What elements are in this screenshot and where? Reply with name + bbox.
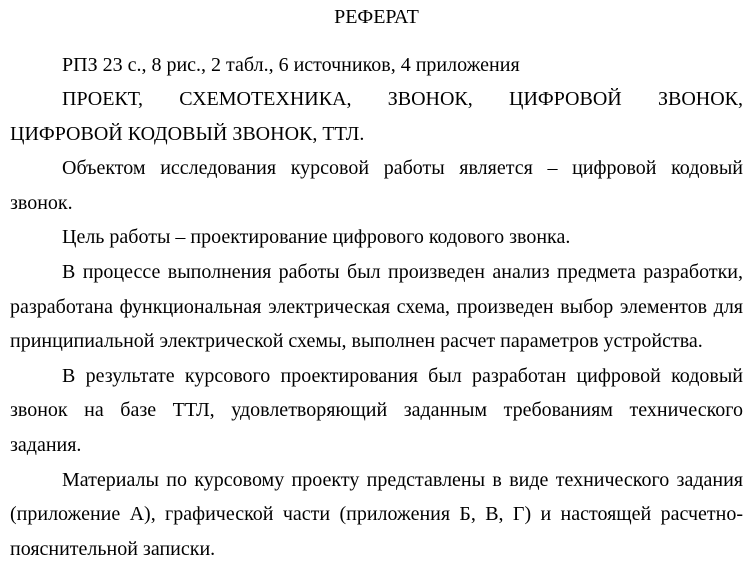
text-line: принципиальной электрической схемы, выполнен расчет параметров устройства. bbox=[10, 330, 703, 353]
paragraph bbox=[10, 48, 743, 83]
text-line: ПРОЕКТ, СХЕМОТЕХНИКА, ЗВОНОК, ЦИФРОВОЙ ЗВОНОК, bbox=[62, 88, 743, 111]
paragraph bbox=[10, 359, 743, 463]
paragraph bbox=[10, 151, 743, 220]
text-line: Материалы по курсовому проекту представлены в виде технического задания bbox=[62, 468, 743, 491]
text-line: разработана функциональная электрическая схема, произведен выбор элементов для bbox=[10, 295, 743, 318]
text-line: Объектом исследования курсовой работы является – цифровой кодовый bbox=[62, 157, 743, 180]
paragraph bbox=[10, 463, 743, 567]
document-body bbox=[0, 48, 753, 567]
paragraph bbox=[10, 255, 743, 359]
text-line: В результате курсового проектирования был разработан цифровой кодовый bbox=[62, 364, 743, 387]
text-line: РПЗ 23 с., 8 рис., 2 табл., 6 источников, 4 приложения bbox=[62, 53, 520, 76]
paragraph bbox=[10, 82, 743, 151]
text-line: звонок. bbox=[10, 191, 73, 214]
text-line: звонок на базе ТТЛ, удовлетворяющий заданным требованиям технического bbox=[10, 399, 743, 422]
text-line: задания. bbox=[10, 434, 82, 457]
paragraph bbox=[10, 220, 743, 255]
text-line: ЦИФРОВОЙ КОДОВЫЙ ЗВОНОК, ТТЛ. bbox=[10, 122, 365, 145]
text-line: В процессе выполнения работы был произведен анализ предмета разработки, bbox=[62, 261, 743, 284]
text-line: пояснительной записки. bbox=[10, 537, 216, 560]
text-line: (приложение А), графической части (приложения Б, В, Г) и настоящей расчетно- bbox=[10, 503, 743, 526]
document-title: РЕФЕРАТ bbox=[334, 6, 419, 28]
text-line: Цель работы – проектирование цифрового кодового звонка. bbox=[62, 226, 571, 249]
